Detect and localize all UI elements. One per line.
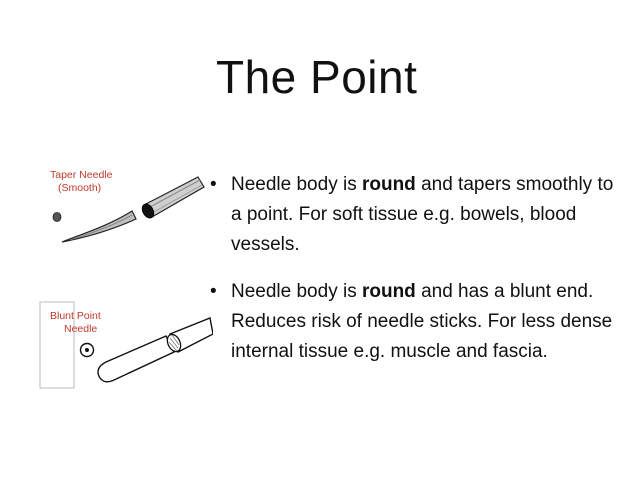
- blunt-needle-label-line1: Blunt Point: [50, 310, 101, 322]
- slide-title: The Point: [216, 51, 418, 103]
- taper-needle-illustration: [40, 163, 205, 253]
- blunt-needle-illustration: [38, 300, 213, 400]
- bullet-text-pre: Needle body is: [231, 281, 362, 302]
- taper-needle-tip-icon: [62, 211, 136, 242]
- bullet-marker: •: [210, 281, 217, 302]
- taper-needle-label-line1: Taper Needle: [50, 169, 113, 181]
- bullet-marker: •: [210, 174, 217, 195]
- bullet-taper-point: [208, 170, 618, 260]
- bullet-text-pre: Needle body is: [231, 174, 362, 195]
- bullet-text-bold: round: [361, 174, 416, 195]
- blunt-needle-label-line2: Needle: [64, 323, 98, 335]
- bullet-list: [208, 170, 618, 367]
- bullet-text-bold: round: [361, 281, 416, 302]
- bullet-blunt-point: [208, 277, 618, 367]
- bullet-text-post: and tapers smoothly to a point. For soft tissue e.g. bowels, blood vessels.: [231, 174, 614, 255]
- taper-needle-label-line2: (Smooth): [58, 182, 102, 194]
- taper-cross-section-icon: [53, 213, 61, 222]
- bullet-text-post: and has a blunt end. Reduces risk of needle sticks. For less dense internal tissue e.g. muscle and fascia.: [231, 281, 613, 362]
- blunt-needle-tip-icon: [98, 336, 174, 382]
